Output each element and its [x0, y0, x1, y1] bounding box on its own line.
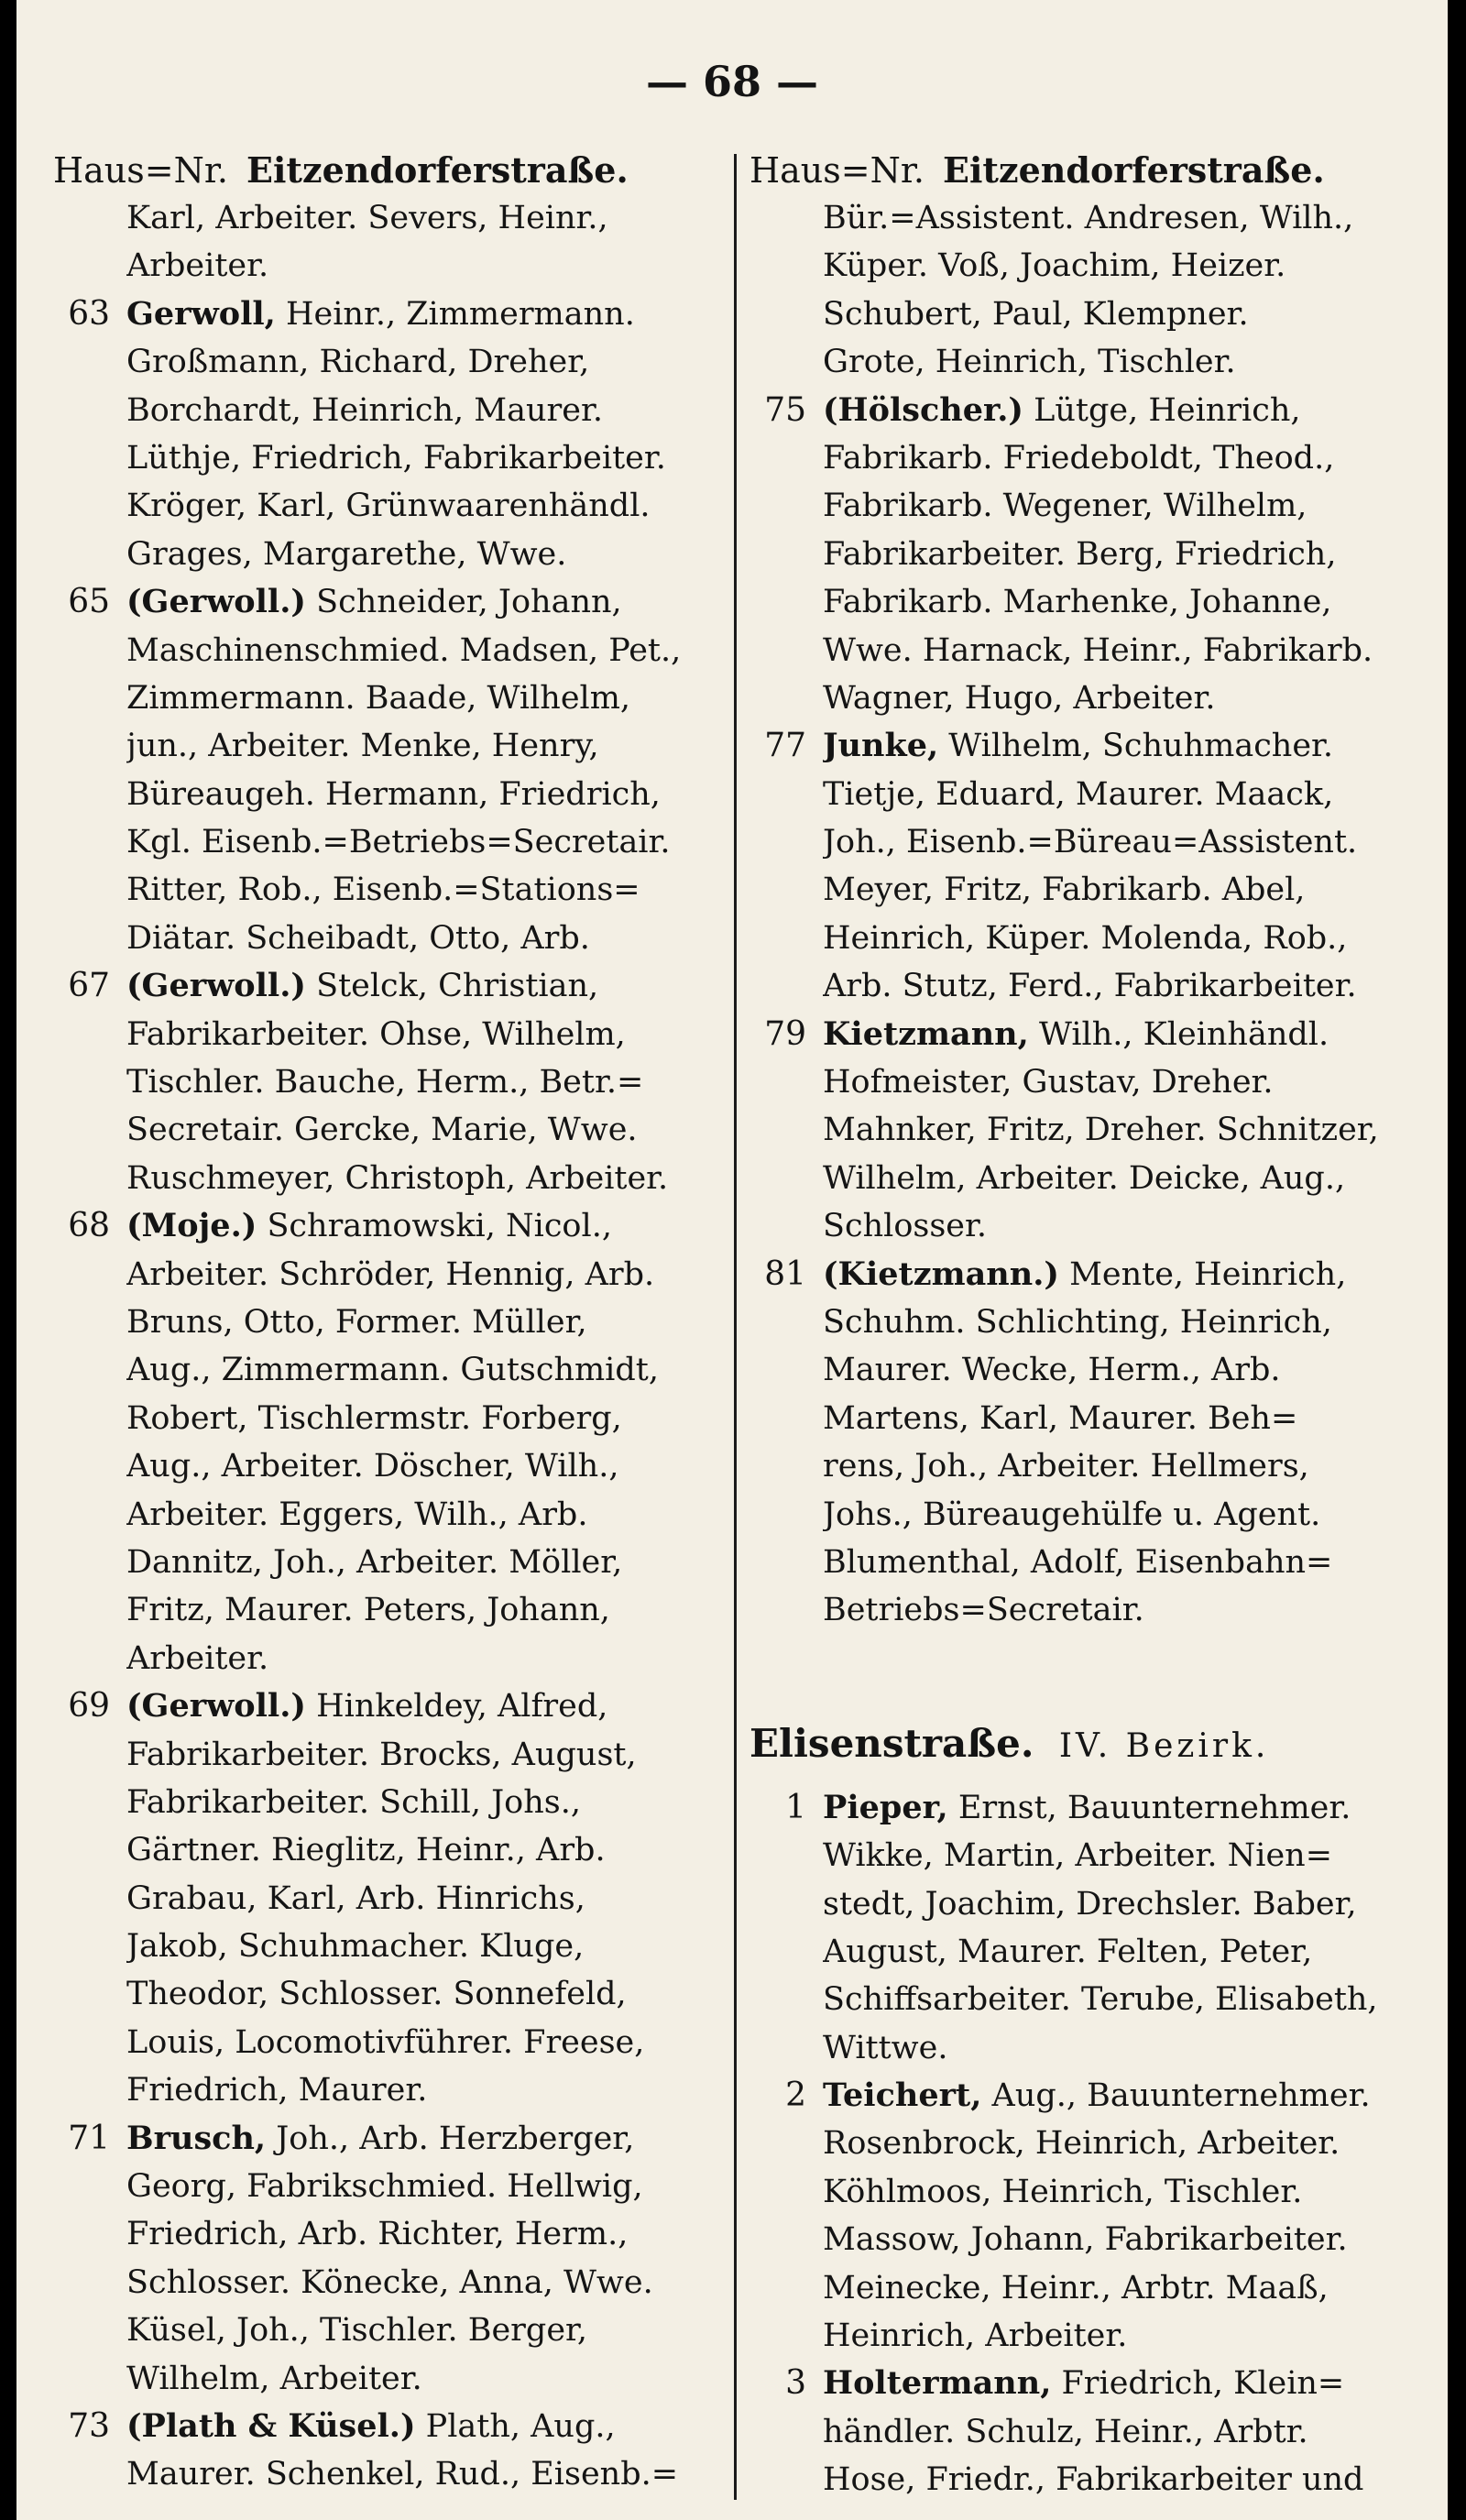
- house-number: 68: [68, 1207, 110, 1245]
- directory-entry: [749, 1011, 1428, 1251]
- entry-line: Friedrich, Maurer.: [126, 2072, 428, 2109]
- entry-line: Bruns, Otto, Former. Müller,: [126, 1303, 587, 1341]
- entry-line: Zimmermann. Baade, Wilhelm,: [126, 679, 631, 717]
- entry-line: Grages, Margarethe, Wwe.: [126, 535, 567, 573]
- entry-line: Fabrikarbeiter. Brocks, August,: [126, 1736, 637, 1773]
- house-number: 75: [764, 390, 806, 429]
- entry-line: Grote, Heinrich, Tischler.: [823, 344, 1236, 381]
- entry-line: Fabrikarb. Wegener, Wilhelm,: [823, 488, 1307, 525]
- house-number: 65: [68, 583, 110, 621]
- column-header: [53, 147, 731, 194]
- entry-line: Arbeiter. Eggers, Wilh., Arb.: [126, 1496, 588, 1533]
- entry-line: Schiffsarbeiter. Terube, Elisabeth,: [823, 1981, 1378, 2019]
- entry-line: Heinrich, Arbeiter.: [823, 2317, 1128, 2355]
- entry-line: Kietzmann, Wilh., Kleinhändl.: [823, 1014, 1329, 1053]
- entry-list: [749, 1784, 1428, 2504]
- house-number: 1: [785, 1788, 806, 1826]
- street-name: Eitzendorferstraße.: [943, 149, 1325, 191]
- entry-line: Schlosser.: [823, 1208, 988, 1245]
- owner-name: (Kietzmann.): [823, 1255, 1059, 1293]
- entry-line: Meinecke, Heinr., Arbtr. Maaß,: [823, 2269, 1329, 2306]
- entry-line: Schuhm. Schlichting, Heinrich,: [823, 1303, 1332, 1341]
- entry-line: Kröger, Karl, Grünwaarenhändl.: [126, 488, 651, 525]
- entry-line: Betriebs=Secretair.: [823, 1592, 1144, 1629]
- entry-line: Arbeiter. Schröder, Hennig, Arb.: [126, 1255, 655, 1293]
- entry-line: Schubert, Paul, Klempner.: [823, 295, 1249, 333]
- entry-line: Wilhelm, Arbeiter.: [126, 2360, 422, 2397]
- entry-line: Köhlmoos, Heinrich, Tischler.: [823, 2173, 1303, 2210]
- left-column: [53, 147, 731, 2499]
- directory-entry: [53, 578, 731, 962]
- directory-entry: [749, 194, 1428, 387]
- page-number: — 68 —: [645, 57, 819, 106]
- directory-entry: [53, 1202, 731, 1682]
- entry-line: (Plath & Küsel.) Plath, Aug.,: [126, 2406, 616, 2445]
- entry-line: Rosenbrock, Heinrich, Arbeiter.: [823, 2125, 1340, 2163]
- entry-line: Diätar. Scheibadt, Otto, Arb.: [126, 919, 590, 957]
- owner-name: Teichert,: [823, 2076, 982, 2115]
- entry-line: Wilhelm, Arbeiter. Deicke, Aug.,: [823, 1159, 1346, 1197]
- entry-line: Fritz, Maurer. Peters, Johann,: [126, 1592, 610, 1629]
- entry-line: Massow, Johann, Fabrikarbeiter.: [823, 2221, 1348, 2259]
- house-number-label: Haus=Nr.: [53, 150, 228, 191]
- entry-line: Teichert, Aug., Bauunternehmer.: [823, 2076, 1371, 2115]
- entry-line: Theodor, Schlosser. Sonnefeld,: [126, 1976, 627, 2013]
- entry-line: Junke, Wilhelm, Schuhmacher.: [823, 727, 1334, 765]
- entry-line: rens, Joh., Arbeiter. Hellmers,: [823, 1448, 1309, 1485]
- entry-line: Tischler. Bauche, Herm., Betr.=: [126, 1064, 644, 1101]
- entry-line: Blumenthal, Adolf, Eisenbahn=: [823, 1543, 1333, 1581]
- column-header: [749, 147, 1428, 194]
- house-number: 69: [68, 1687, 110, 1726]
- entry-line: (Hölscher.) Lütge, Heinrich,: [823, 390, 1301, 429]
- entry-line: (Moje.) Schramowski, Nicol.,: [126, 1207, 612, 1245]
- entry-line: Robert, Tischlermstr. Forberg,: [126, 1399, 622, 1437]
- directory-entry: [53, 2403, 731, 2499]
- entry-line: Pieper, Ernst, Bauunternehmer.: [823, 1788, 1351, 1826]
- house-number-label: Haus=Nr.: [749, 150, 924, 191]
- entry-line: Büreaugeh. Hermann, Friedrich,: [126, 775, 661, 813]
- owner-name: Junke,: [823, 727, 939, 765]
- directory-entry: [749, 722, 1428, 1010]
- section-district: IV. Bezirk.: [1058, 1726, 1270, 1765]
- house-number: 3: [785, 2364, 806, 2403]
- entry-line: Maurer. Wecke, Herm., Arb.: [823, 1352, 1281, 1389]
- entry-line: Fabrikarb. Friedeboldt, Theod.,: [823, 439, 1335, 477]
- directory-entry: [53, 290, 731, 578]
- entry-line: (Gerwoll.) Hinkeldey, Alfred,: [126, 1687, 608, 1726]
- entry-line: August, Maurer. Felten, Peter,: [823, 1933, 1313, 1970]
- entry-line: (Gerwoll.) Stelck, Christian,: [126, 967, 599, 1005]
- entry-line: Lüthje, Friedrich, Fabrikarbeiter.: [126, 439, 666, 477]
- house-number: 67: [68, 967, 110, 1005]
- entry-line: Fabrikarb. Marhenke, Johanne,: [823, 584, 1332, 621]
- entry-line: Kgl. Eisenb.=Betriebs=Secretair.: [126, 824, 671, 861]
- entry-line: Wwe. Harnack, Heinr., Fabrikarb.: [823, 631, 1373, 669]
- house-number: 2: [785, 2076, 806, 2115]
- directory-page: [16, 0, 1448, 2520]
- entry-line: Hofmeister, Gustav, Dreher.: [823, 1064, 1274, 1101]
- entry-line: Fabrikarbeiter. Ohse, Wilhelm,: [126, 1015, 626, 1053]
- entry-line: Aug., Zimmermann. Gutschmidt,: [126, 1352, 659, 1389]
- entry-line: Arbeiter.: [126, 247, 269, 285]
- entry-line: Holtermann, Friedrich, Klein=: [823, 2364, 1345, 2403]
- entry-line: händler. Schulz, Heinr., Arbtr.: [823, 2413, 1308, 2450]
- house-number: 77: [764, 727, 806, 765]
- section-title: [749, 1704, 1428, 1784]
- directory-entry: [749, 387, 1428, 723]
- right-column: [749, 147, 1428, 2504]
- entry-line: Tietje, Eduard, Maurer. Maack,: [823, 775, 1334, 813]
- owner-name: Pieper,: [823, 1788, 948, 1826]
- entry-line: Großmann, Richard, Dreher,: [126, 344, 590, 381]
- entry-line: Joh., Eisenb.=Büreau=Assistent.: [823, 824, 1358, 861]
- entry-list: [749, 194, 1428, 1635]
- owner-name: (Gerwoll.): [126, 967, 306, 1005]
- owner-name: (Moje.): [126, 1207, 257, 1245]
- entry-line: Küper. Voß, Joachim, Heizer.: [823, 247, 1286, 285]
- entry-line: (Gerwoll.) Schneider, Johann,: [126, 583, 622, 621]
- entry-line: Karl, Arbeiter. Severs, Heinr.,: [126, 200, 608, 236]
- directory-entry: [749, 2072, 1428, 2360]
- entry-line: jun., Arbeiter. Menke, Henry,: [126, 728, 599, 765]
- entry-line: Grabau, Karl, Arb. Hinrichs,: [126, 1879, 585, 1917]
- house-number: 71: [68, 2119, 110, 2157]
- entry-line: Bür.=Assistent. Andresen, Wilh.,: [823, 200, 1354, 236]
- owner-name: Gerwoll,: [126, 294, 276, 333]
- owner-name: (Plath & Küsel.): [126, 2406, 416, 2445]
- entry-line: Fabrikarbeiter. Schill, Johs.,: [126, 1783, 581, 1821]
- owner-name: (Hölscher.): [823, 390, 1023, 429]
- entry-line: (Kietzmann.) Mente, Heinrich,: [823, 1255, 1347, 1293]
- entry-line: Ruschmeyer, Christoph, Arbeiter.: [126, 1159, 669, 1197]
- entry-line: Schlosser. Könecke, Anna, Wwe.: [126, 2263, 653, 2301]
- entry-line: Fabrikarbeiter. Berg, Friedrich,: [823, 535, 1337, 573]
- section-street-name: Elisenstraße.: [749, 1720, 1034, 1766]
- entry-line: Maurer. Schenkel, Rud., Eisenb.=: [126, 2456, 679, 2493]
- entry-line: Arbeiter.: [126, 1639, 269, 1677]
- street-name: Eitzendorferstraße.: [246, 149, 629, 191]
- entry-line: Arb. Stutz, Ferd., Fabrikarbeiter.: [823, 968, 1357, 1005]
- entry-list: [53, 194, 731, 2499]
- entry-line: Wittwe.: [823, 2029, 948, 2066]
- owner-name: (Gerwoll.): [126, 1687, 306, 1726]
- entry-line: Meyer, Fritz, Fabrikarb. Abel,: [823, 871, 1306, 909]
- entry-line: Friedrich, Arb. Richter, Herm.,: [126, 2216, 629, 2253]
- entry-line: Wagner, Hugo, Arbeiter.: [823, 679, 1216, 717]
- directory-entry: [53, 2115, 731, 2403]
- house-number: 79: [764, 1014, 806, 1053]
- entry-line: Dannitz, Joh., Arbeiter. Möller,: [126, 1543, 623, 1581]
- entry-line: Aug., Arbeiter. Döscher, Wilh.,: [126, 1448, 619, 1485]
- owner-name: Holtermann,: [823, 2364, 1052, 2403]
- directory-entry: [53, 194, 731, 290]
- entry-line: Maschinenschmied. Madsen, Pet.,: [126, 631, 682, 669]
- entry-line: Gerwoll, Heinr., Zimmermann.: [126, 294, 635, 333]
- entry-line: Gärtner. Rieglitz, Heinr., Arb.: [126, 1832, 606, 1869]
- entry-line: Mahnker, Fritz, Dreher. Schnitzer,: [823, 1112, 1379, 1149]
- owner-name: (Gerwoll.): [126, 583, 306, 621]
- directory-entry: [53, 1682, 731, 2115]
- house-number: 63: [68, 294, 110, 333]
- directory-entry: [749, 1251, 1428, 1635]
- house-number: 73: [68, 2406, 110, 2445]
- entry-line: Ritter, Rob., Eisenb.=Stations=: [126, 871, 640, 909]
- entry-line: Secretair. Gercke, Marie, Wwe.: [126, 1112, 638, 1149]
- entry-line: Georg, Fabrikschmied. Hellwig,: [126, 2168, 643, 2206]
- entry-line: Küsel, Joh., Tischler. Berger,: [126, 2312, 588, 2350]
- entry-line: Brusch, Joh., Arb. Herzberger,: [126, 2119, 635, 2157]
- directory-entry: [749, 1784, 1428, 2072]
- owner-name: Kietzmann,: [823, 1014, 1029, 1053]
- entry-line: Borchardt, Heinrich, Maurer.: [126, 391, 603, 429]
- entry-line: Martens, Karl, Maurer. Beh=: [823, 1399, 1298, 1437]
- entry-line: Heinrich, Küper. Molenda, Rob.,: [823, 919, 1348, 957]
- entry-line: Hose, Friedr., Fabrikarbeiter und: [823, 2461, 1364, 2499]
- entry-line: Johs., Büreaugehülfe u. Agent.: [823, 1496, 1321, 1533]
- entry-line: stedt, Joachim, Drechsler. Baber,: [823, 1885, 1357, 1923]
- directory-entry: [749, 2360, 1428, 2504]
- directory-entry: [53, 962, 731, 1202]
- house-number: 81: [764, 1255, 806, 1293]
- entry-line: Wikke, Martin, Arbeiter. Nien=: [823, 1837, 1333, 1875]
- entry-line: Jakob, Schuhmacher. Kluge,: [126, 1928, 585, 1966]
- column-divider: [734, 154, 737, 2500]
- entry-line: Louis, Locomotivführer. Freese,: [126, 2023, 645, 2061]
- owner-name: Brusch,: [126, 2119, 267, 2157]
